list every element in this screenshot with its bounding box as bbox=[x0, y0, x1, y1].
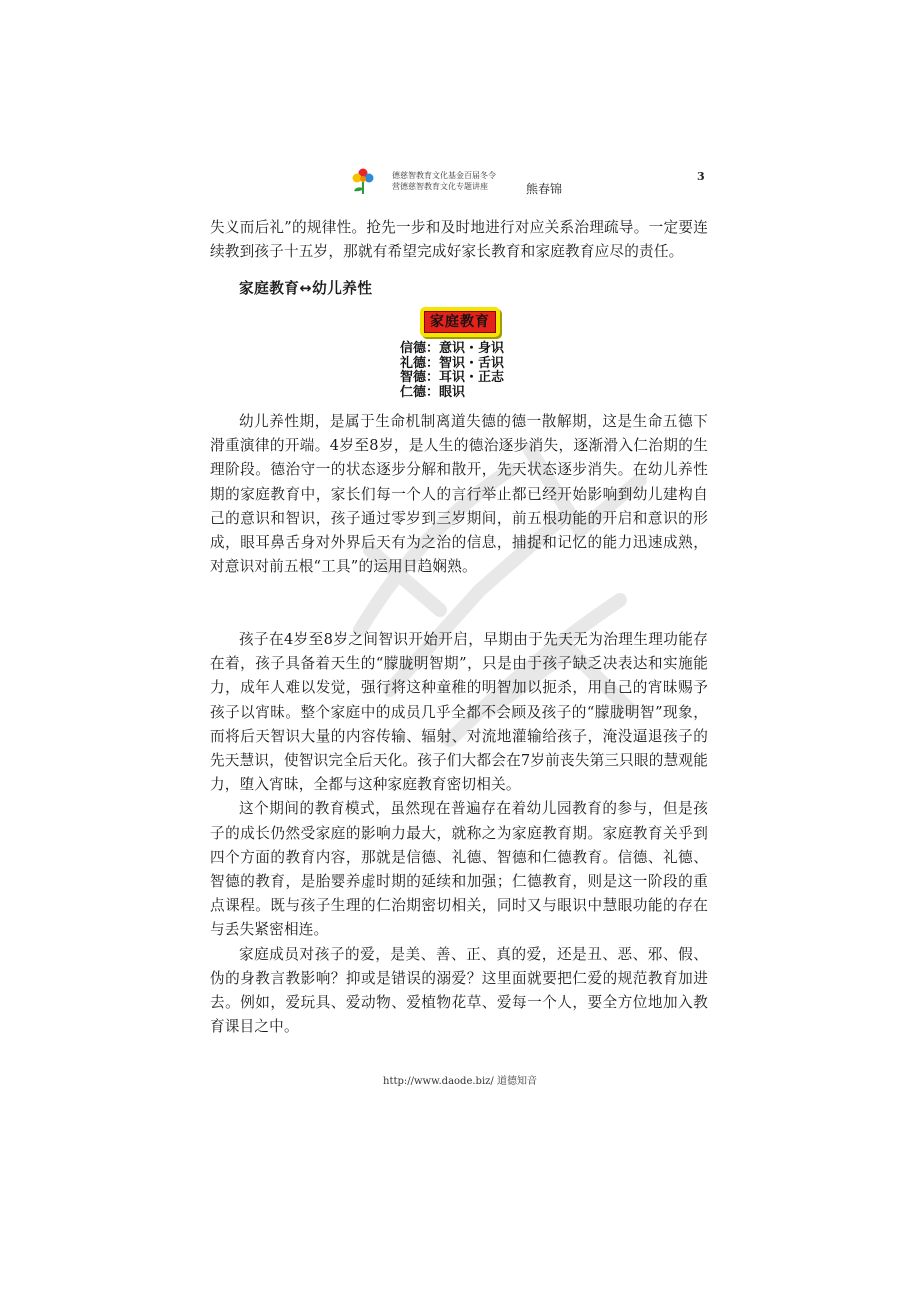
header-title bbox=[392, 170, 496, 192]
header-line-1: 德慈智教育文化基金百届冬令 bbox=[392, 171, 496, 180]
main-text-block-2 bbox=[210, 628, 708, 1039]
diagram-line: 仁德：眼识 bbox=[400, 384, 466, 400]
main-text-block-1 bbox=[210, 410, 708, 579]
header-line-2: 营德慈智教育文化专题讲座 bbox=[392, 182, 488, 191]
flower-logo-icon bbox=[350, 166, 376, 196]
section-subheading: 家庭教育↔幼儿养性 bbox=[239, 280, 373, 297]
page-header bbox=[348, 166, 718, 206]
paragraph: 幼儿养性期，是属于生命机制离道失德的德一散解期，这是生命五德下滑重演律的开端。4岁至8岁，是人生的德治逐步消失，逐渐滑入仁治期的生理阶段。德治守一的状态逐步分解和散开，先天状态逐步消失。在幼儿养性期的家庭教育中，家长们每一个人的言行举止都已经开始影响到幼儿建构自己的意识和智识，孩子通过零岁到三岁期间，前五根功能的开启和意识的形成，眼耳鼻舌身对外界后天有为之治的信息，捕捉和记忆的能力迅速成熟，对意识对前五根“工具”的运用日趋娴熟。 bbox=[210, 413, 708, 576]
header-author: 熊春锦 bbox=[526, 182, 563, 196]
diagram-list bbox=[400, 342, 504, 400]
diagram-title-box bbox=[420, 307, 500, 337]
diagram-line: 礼德：智识・舌识 bbox=[400, 355, 505, 371]
page-number: 3 bbox=[697, 170, 705, 183]
top-text-block bbox=[210, 216, 708, 264]
diagram-title: 家庭教育 bbox=[424, 311, 496, 333]
paragraph: 这个期间的教育模式，虽然现在普遍存在着幼儿园教育的参与，但是孩子的成长仍然受家庭的影响力最大，就称之为家庭教育期。家庭教育关乎到四个方面的教育内容，那就是信德、礼德、智德和仁德教育。信德、礼德、智德的教育，是胎婴养虚时期的延续和加强；仁德教育，则是这一阶段的重点课程。既与孩子生理的仁治期密切相关，同时又与眼识中慧眼功能的存在与丢失紧密相连。 bbox=[210, 800, 708, 939]
diagram-line: 智德：耳识・正志 bbox=[400, 370, 505, 385]
paragraph-continuation: 失义而后礼”的规律性。抢先一步和及时地进行对应关系治理疏导。一定要连续教到孩子十五岁，那就有希望完成好家长教育和家庭教育应尽的责任。 bbox=[210, 219, 708, 261]
page-footer: http://www.daode.biz/ 道德知音 bbox=[383, 1076, 537, 1087]
paragraph: 家庭成员对孩子的爱，是美、善、正、真的爱，还是丑、恶、邪、假、伪的身教言教影响？抑或是错误的溺爱？这里面就要把仁爱的规范教育加进去。例如，爱玩具、爱动物、爱植物花草、爱每一个人，要全方位地加入教育课目之中。 bbox=[210, 945, 708, 1036]
diagram-line: 信德：意识・身识 bbox=[400, 341, 505, 356]
paragraph: 孩子在4岁至8岁之间智识开始开启，早期由于先天无为治理生理功能存在着，孩子具备着天生的“朦胧明智期”，只是由于孩子缺乏决表达和实施能力，成年人难以发觉，强行将这种童稚的明智加以扼杀，用自己的宵昧赐予孩子以宵昧。整个家庭中的成员几乎全都不会顾及孩子的“朦胧明智”现象，而将后天智识大量的内容传输、辐射、对流地灌输给孩子，淹没逼退孩子的先天慧识，使智识完全后天化。孩子们大都会在7岁前丧失第三只眼的慧观能力，堕入宵昧，全都与这种家庭教育密切相关。 bbox=[210, 631, 708, 794]
